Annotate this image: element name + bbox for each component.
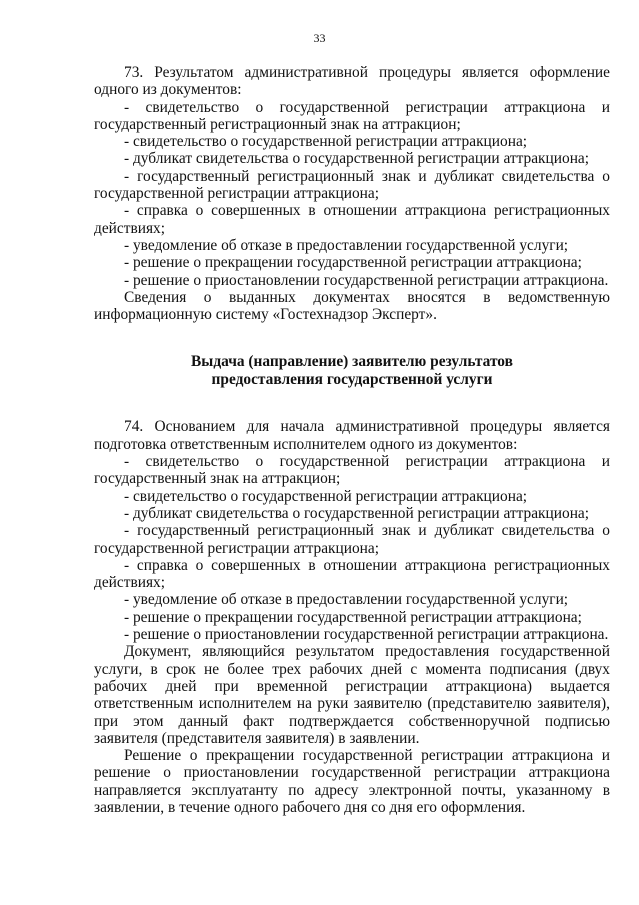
list-item: - свидетельство о государственной регистрации аттракциона и государственный регистрационный знак на аттракцион; bbox=[94, 98, 610, 133]
section-heading-line: Выдача (направление) заявителю результатов bbox=[191, 353, 513, 371]
list-item: - решение о приостановлении государственной регистрации аттракциона. bbox=[124, 626, 609, 644]
list-item: - справка о совершенных в отношении аттракциона регистрационных действиях; bbox=[94, 556, 610, 592]
paragraph-issuance: Документ, являющийся результатом предоставления государственной услуги, в срок не более трех рабочих дней с момента подписания (двух рабочих дней при временной регистрации аттракциона) выдается ответственным исполнителем на руки заявителю (представителю заявителя), при этом данный факт подтверждается собственноручной подписью заявителя (представителя заявителя) в заявлении. bbox=[94, 643, 610, 747]
list-item: - дубликат свидетельства о государственной регистрации аттракциона; bbox=[124, 150, 590, 168]
list-item: - уведомление об отказе в предоставлении государственной услуги; bbox=[124, 591, 569, 609]
section-heading-line: предоставления государственной услуги bbox=[211, 370, 493, 388]
list-item: - дубликат свидетельства о государственной регистрации аттракциона; bbox=[124, 504, 590, 522]
paragraph-info-system: Сведения о выданных документах вносятся в ведомственную информационную систему «Гостехнадзор Эксперт». bbox=[94, 288, 610, 324]
paragraph-73: 73. Результатом административной процедуры является оформление одного из документов: bbox=[94, 64, 610, 99]
list-item: - свидетельство о государственной регистрации аттракциона; bbox=[124, 133, 528, 151]
paragraph-74: 74. Основанием для начала административной процедуры является подготовка ответственным исполнителем одного из документов: bbox=[94, 418, 610, 453]
list-item: - справка о совершенных в отношении аттракциона регистрационных действиях; bbox=[94, 202, 610, 237]
list-item: - государственный регистрационный знак и дубликат свидетельства о государственной регистрации аттракциона; bbox=[94, 522, 610, 557]
list-item: - решение о приостановлении государственной регистрации аттракциона. bbox=[124, 271, 609, 289]
list-item: - свидетельство о государственной регистрации аттракциона и государственный знак на аттракцион; bbox=[94, 453, 610, 488]
list-item: - государственный регистрационный знак и дубликат свидетельства о государственной регистрации аттракциона; bbox=[94, 167, 610, 203]
list-item: - решение о прекращении государственной регистрации аттракциона; bbox=[124, 254, 582, 272]
list-item: - уведомление об отказе в предоставлении государственной услуги; bbox=[124, 236, 569, 254]
paragraph-email-notice: Решение о прекращении государственной регистрации аттракциона и решение о приостановлении государственной регистрации аттракциона направляется эксплуатанту по адресу электронной почты, указанному в заявлении, в течение одного рабочего дня со дня его оформления. bbox=[94, 747, 610, 816]
page-number: 33 bbox=[313, 31, 326, 45]
section-heading bbox=[94, 353, 610, 388]
list-item: - решение о прекращении государственной регистрации аттракциона; bbox=[124, 608, 582, 626]
list-item: - свидетельство о государственной регистрации аттракциона; bbox=[124, 487, 528, 505]
document-body bbox=[94, 64, 610, 816]
